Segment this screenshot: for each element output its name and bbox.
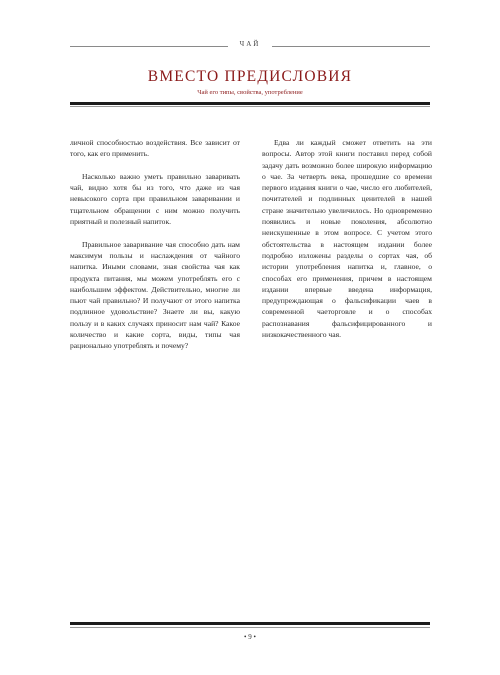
footer-rule-thin — [70, 627, 430, 628]
text-column-left — [70, 137, 240, 352]
chapter-title: ВМЕСТО ПРЕДИСЛОВИЯ — [147, 68, 353, 85]
paragraph: Насколько важно уметь правильно заваривать чай, видно хотя бы из того, что даже из чая невысокого сорта при правильном заваривании и тщательном обращении с ним можно получить приятный и полезный напиток. — [70, 171, 240, 227]
paragraph: Правильное заваривание чая способно дать нам максимум пользы и наслаждения от чайного напитка. Иными словами, зная свойства чая как продукта питания, мы можем употреблять его с наибольшим эффектом. Действительно, многие ли пьют чай правильно? И получают от этого напитка подлинное удовольствие? Знаете ли вы, какую пользу и в каких случаях приносит нам чай? Какое количество и какие сорта, виды, типы чая рационально употреблять и почему? — [70, 239, 240, 351]
running-header — [70, 38, 430, 52]
title-rule-thick — [70, 102, 430, 105]
running-title: ЧАЙ — [239, 40, 261, 48]
text-column-right — [262, 137, 432, 340]
chapter-subtitle: Чай его типы, свойства, употребление — [197, 89, 303, 96]
paragraph: личной способностью воздействия. Все зависит от того, как его применить. — [70, 138, 240, 159]
header-rule-right — [272, 46, 430, 47]
page-number: • 9 • — [244, 633, 256, 641]
title-rule-thin — [70, 106, 430, 107]
footer-rule-thick — [70, 622, 430, 625]
paragraph: Едва ли каждый сможет ответить на эти вопросы. Автор этой книги поставил перед собой задачу дать возможно более широкую информацию о чае. За четверть века, прошедшие со времени первого издания книги о чае, число его любителей, почитателей и подлинных ценителей в нашей стране значительно увеличилось. Но одновременно появились и новые поколения, абсолютно неискушенные в этом вопросе. С учетом этого обстоятельства в настоящем издании более подробно изложены разделы о сортах чая, об истории употребления напитка и, главное, о способах его применения, причем в настоящем издании впервые введена информация, предупреждающая о фальсификации чаев в современной чаеторговле и о способах распознавания фальсифицированного и низкокачественного чая. — [262, 138, 432, 340]
